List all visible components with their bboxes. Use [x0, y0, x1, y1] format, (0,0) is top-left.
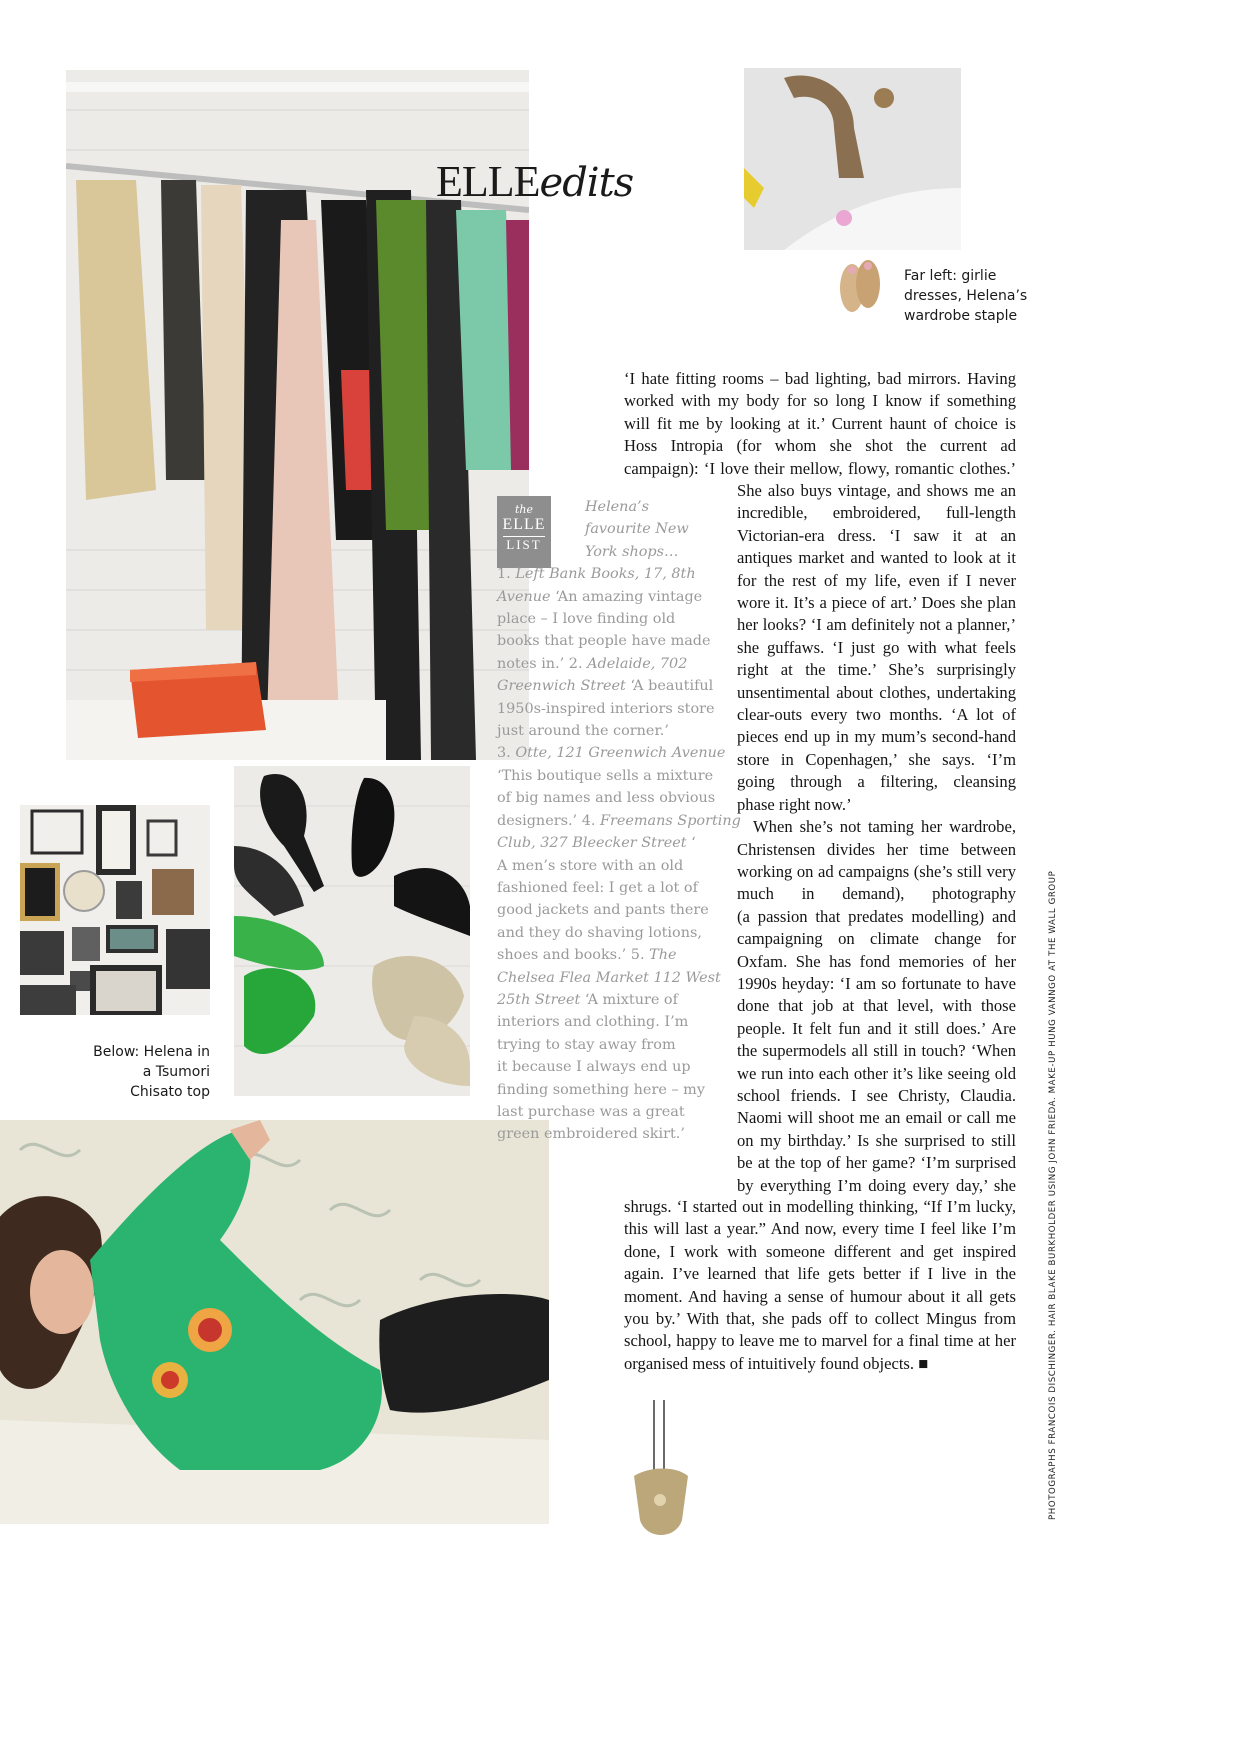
article-line: organised mess of intuitively found objects. ■: [624, 1353, 929, 1373]
elle-list-line: green embroidered skirt.’: [497, 1126, 685, 1143]
article-line: going through a filtering, cleansing: [737, 772, 1016, 792]
article-line: you by.’ With that, she pads off to collect Mingus from: [624, 1309, 1016, 1329]
elle-list-line: it because I always end up: [497, 1059, 691, 1076]
badge-the: the: [514, 503, 533, 516]
elle-list-line: books that people have made: [497, 633, 711, 650]
elle-list-line: finding something here – my: [497, 1081, 705, 1098]
caption-line: Below: Helena in: [93, 1044, 210, 1060]
elle-list-line: Avenue ‘An amazing vintage: [497, 588, 703, 605]
badge-list: LIST: [503, 536, 545, 553]
photo-credit: PHOTOGRAPHS FRANCOIS DISCHINGER. HAIR BLAKE BURKHOLDER USING JOHN FRIEDA. MAKE-UP HUNG VANNGO AT THE WALL GROUP: [1048, 870, 1058, 1520]
elle-list-line: Chelsea Flea Market 112 West: [497, 969, 721, 986]
article-line: again. I’ve learned that life gets better if I live in the: [624, 1264, 1016, 1284]
elle-list-line: of big names and less obvious: [497, 790, 716, 807]
article-line: phase right now.’: [737, 794, 852, 814]
article-line: pieces end up in my mum’s second-hand: [737, 727, 1016, 747]
article-line: store in Copenhagen,’ she says. ‘I’m: [737, 749, 1016, 769]
article-line: 1990s heyday: ‘I am so fortunate to have: [737, 973, 1016, 993]
picture-wall-photo: [20, 805, 210, 1015]
caption-line: dresses, Helena’s: [904, 288, 1028, 304]
article-line: on my birthday.’ Is she surprised to still: [737, 1130, 1016, 1150]
article-line: ‘I hate fitting rooms – bad lighting, bad mirrors. Having: [624, 369, 1016, 388]
article-line: campaigning on climate change for: [737, 929, 1016, 949]
article-line: campaign): ‘I love their mellow, flowy, romantic clothes.’: [624, 458, 1016, 478]
elle-list-line: good jackets and pants there: [497, 902, 709, 919]
elle-list-line: Greenwich Street ‘A beautiful: [497, 678, 714, 695]
article-line: Hoss Intropia (for whom she shot the current ad: [624, 436, 1016, 456]
article-line: Naomi will shoot me an email or call me: [737, 1108, 1016, 1128]
elle-list-line: fashioned feel: I get a lot of: [497, 879, 698, 896]
article-line: moment. And having a sense of humour about it all gets: [624, 1286, 1016, 1306]
article-line: be at the top of her game? ‘I’m surprised: [737, 1153, 1016, 1173]
article-line: for the rest of my life, even if I never: [737, 570, 1016, 590]
article-line: Victorian-era dress. ‘I saw it at an: [737, 525, 1016, 545]
article-line: Oxfam. She has fond memories of her: [737, 951, 1016, 971]
article-line: worked with my body for so long I know if something: [624, 391, 1016, 411]
article-line: working on ad campaigns (she’s still very: [737, 861, 1016, 881]
article-closing: [624, 1196, 1016, 1375]
sandals-photo: [832, 250, 888, 320]
shoe-circle-photo: [234, 766, 470, 1096]
elle-list-line: A men’s store with an old: [497, 857, 684, 874]
article-line: Christensen divides her time between: [737, 839, 1016, 859]
article-line: done, I work with someone different and get inspired: [624, 1241, 1016, 1261]
article-line: school friends. I see Christy, Claudia.: [737, 1085, 1016, 1105]
article-line: shrugs. ‘I started out in modelling thinking, “If I’m lucky,: [624, 1197, 1016, 1216]
elle-list-line: place – I love finding old: [497, 611, 676, 628]
article-line: antiques market and wanted to look at it: [737, 548, 1016, 568]
elle-list-intro-line: favourite New: [585, 521, 689, 538]
article-line: done that job at that level, with those: [737, 996, 1016, 1016]
elle-list-line: 25th Street ‘A mixture of: [497, 991, 678, 1008]
article-line: (a passion that predates modelling) and: [737, 906, 1016, 926]
article-line: right at the time.’ She’s surprisingly: [737, 660, 1016, 680]
article-line: she guffaws. ‘I just go with what feels: [737, 637, 1016, 657]
elle-list-line: 1950s-inspired interiors store: [497, 700, 715, 717]
article-line: people. It felt fun and it still does.’ Are: [737, 1018, 1016, 1038]
elle-list-line: 1. Left Bank Books, 17, 8th: [497, 566, 696, 583]
article-line: wore it. It’s a piece of art.’ Does she plan: [737, 593, 1016, 613]
elle-list-intro-line: Helena’s: [585, 499, 649, 515]
article-line: much in demand), photography: [737, 884, 1016, 904]
article-line: we run into each other it’s like seeing old: [737, 1063, 1016, 1083]
section-masthead: [436, 157, 634, 206]
caption-line: a Tsumori: [142, 1064, 210, 1080]
elle-list-line: trying to stay away from: [497, 1036, 676, 1053]
article-line: by everything I’m doing every day,’ she: [737, 1175, 1016, 1195]
badge-elle: ELLE: [502, 516, 546, 533]
elle-list-line: shoes and books.’ 5. The: [497, 947, 677, 964]
article-line: clear-outs every two months. ‘A lot of: [737, 705, 1016, 725]
masthead-section: edits: [539, 160, 634, 206]
article-line: incredible, embroidered, full-length: [737, 503, 1016, 523]
far-left-caption: [904, 266, 1044, 326]
elle-list-line: 3. Otte, 121 Greenwich Avenue: [497, 745, 726, 762]
elle-list-intro-line: York shops…: [585, 543, 679, 560]
elle-list-line: last purchase was a great: [497, 1103, 685, 1120]
article-column: [737, 480, 1016, 1197]
below-caption: [70, 1042, 210, 1102]
article-line: school, happy to leave me to marvel for a final time at her: [624, 1331, 1016, 1351]
article-intro: [624, 368, 1016, 480]
elle-list-line: interiors and clothing. I’m: [497, 1014, 689, 1031]
elle-list-line: Club, 327 Bleecker Street ‘: [497, 835, 696, 852]
elle-list-line: notes in.’ 2. Adelaide, 702: [497, 655, 688, 672]
elle-list-line: and they do shaving lotions,: [497, 924, 702, 941]
article-line: When she’s not taming her wardrobe,: [753, 817, 1016, 837]
elle-list-line: designers.’ 4. Freemans Sporting: [497, 812, 741, 829]
article-line: She also buys vintage, and shows me an: [737, 481, 1016, 500]
elle-list-line: ‘This boutique sells a mixture: [497, 767, 714, 784]
article-line: will fit me by looking at it.’ Current haunt of choice is: [624, 413, 1016, 433]
article-line: the supermodels all still in touch? ‘When: [737, 1041, 1016, 1061]
helena-portrait-photo: [0, 1120, 549, 1524]
hand-necklace-photo: [620, 1400, 702, 1550]
masthead-brand: ELLE: [436, 157, 540, 206]
elle-list-sidebar: [497, 496, 741, 1146]
caption-line: Chisato top: [130, 1084, 210, 1100]
caption-line: Far left: girlie: [904, 268, 997, 284]
elle-list-line: just around the corner.’: [497, 723, 669, 740]
caption-line: wardrobe staple: [904, 308, 1018, 324]
article-line: her looks? ‘I am definitely not a planner,’: [737, 615, 1016, 635]
bath-tap-photo: [744, 68, 961, 250]
article-line: this will last a year.” And now, every time I feel like I’m: [624, 1219, 1016, 1239]
article-line: unsentimental about clothes, undertaking: [737, 682, 1016, 702]
